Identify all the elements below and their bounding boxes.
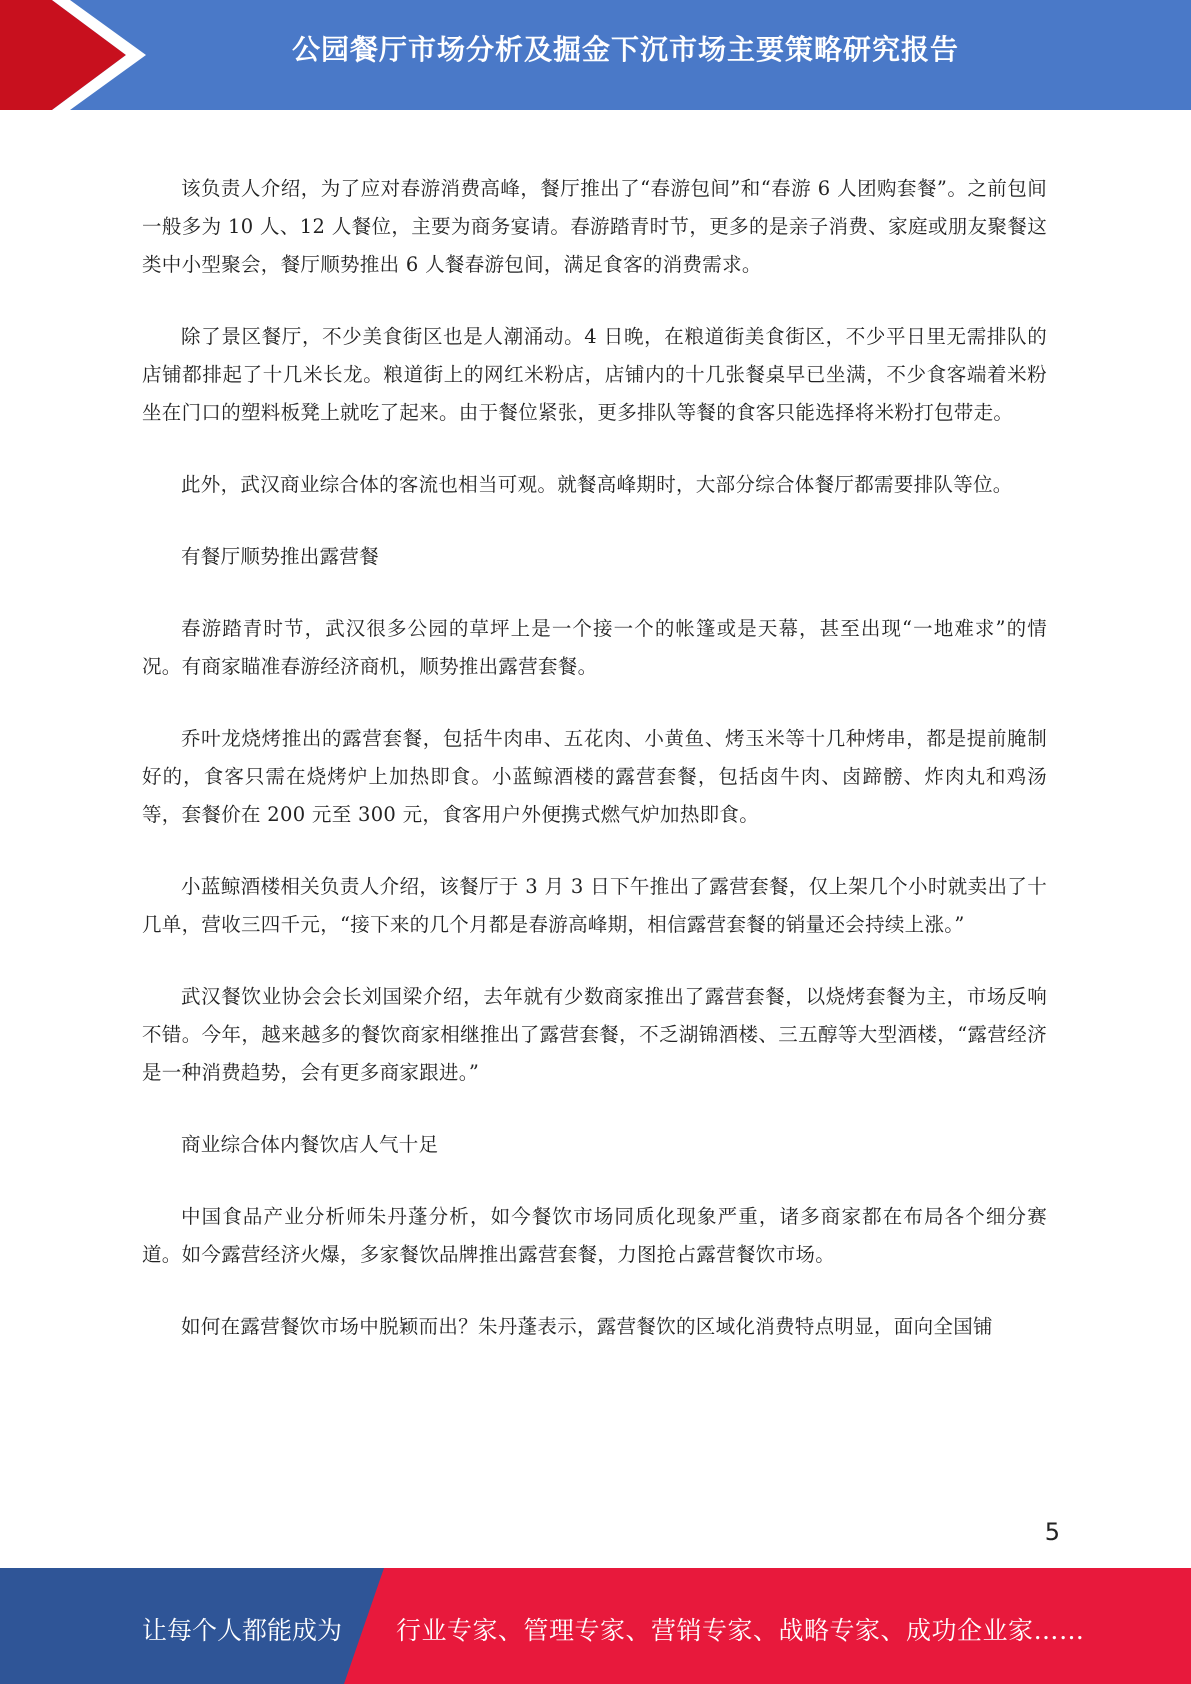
paragraph: 武汉餐饮业协会会长刘国梁介绍，去年就有少数商家推出了露营套餐，以烧烤套餐为主，市场反响不错。今年，越来越多的餐饮商家相继推出了露营套餐，不乏湖锦酒楼、三五醇等大型酒楼，“露营经济是一种消费趋势，会有更多商家跟进。” <box>142 985 1047 1084</box>
paragraph: 该负责人介绍，为了应对春游消费高峰，餐厅推出了“春游包间”和“春游 6 人团购套餐”。之前包间一般多为 10 人、12 人餐位，主要为商务宴请。春游踏青时节，更多的是亲子消费、家庭或朋友聚餐这类中小型聚会，餐厅顺势推出 6 人餐春游包间，满足食客的消费需求。 <box>142 177 1047 276</box>
report-title: 公园餐厅市场分析及掘金下沉市场主要策略研究报告 <box>291 33 959 66</box>
paragraph: 小蓝鲸酒楼相关负责人介绍，该餐厅于 3 月 3 日下午推出了露营套餐，仅上架几个小时就卖出了十几单，营收三四千元，“接下来的几个月都是春游高峰期，相信露营套餐的销量还会持续上涨。” <box>142 875 1047 936</box>
paragraph: 如何在露营餐饮市场中脱颖而出？朱丹蓬表示，露营餐饮的区域化消费特点明显，面向全国铺 <box>181 1315 993 1338</box>
paragraph: 乔叶龙烧烤推出的露营套餐，包括牛肉串、五花肉、小黄鱼、烤玉米等十几种烤串，都是提前腌制好的，食客只需在烧烤炉上加热即食。小蓝鲸酒楼的露营套餐，包括卤牛肉、卤蹄髈、炸肉丸和鸡汤等，套餐价在 200 元至 300 元，食客用户外便携式燃气炉加热即食。 <box>142 727 1047 826</box>
paragraph: 除了景区餐厅，不少美食街区也是人潮涌动。4 日晚，在粮道街美食街区，不少平日里无需排队的店铺都排起了十几米长龙。粮道街上的网红米粉店，店铺内的十几张餐桌早已坐满，不少食客端着米粉坐在门口的塑料板凳上就吃了起来。由于餐位紧张，更多排队等餐的食客只能选择将米粉打包带走。 <box>142 325 1047 424</box>
paragraph: 此外，武汉商业综合体的客流也相当可观。就餐高峰期时，大部分综合体餐厅都需要排队等位。 <box>181 473 1013 496</box>
section-heading: 商业综合体内餐饮店人气十足 <box>181 1133 439 1156</box>
page-number: 5 <box>1044 1518 1060 1546</box>
page-footer <box>0 1568 1191 1684</box>
paragraph: 春游踏青时节，武汉很多公园的草坪上是一个接一个的帐篷或是天幕，甚至出现“一地难求”的情况。有商家瞄准春游经济商机，顺势推出露营套餐。 <box>142 617 1047 678</box>
page-header <box>0 0 1191 110</box>
footer-slogan-roles: 行业专家、管理专家、营销专家、战略专家、成功企业家…… <box>396 1616 1085 1645</box>
section-heading: 有餐厅顺势推出露营餐 <box>181 545 380 568</box>
footer-slogan-lead: 让每个人都能成为 <box>142 1616 343 1645</box>
paragraph: 中国食品产业分析师朱丹蓬分析，如今餐饮市场同质化现象严重，诸多商家都在布局各个细分赛道。如今露营经济火爆，多家餐饮品牌推出露营套餐，力图抢占露营餐饮市场。 <box>142 1205 1047 1266</box>
article-body <box>142 170 1047 1380</box>
